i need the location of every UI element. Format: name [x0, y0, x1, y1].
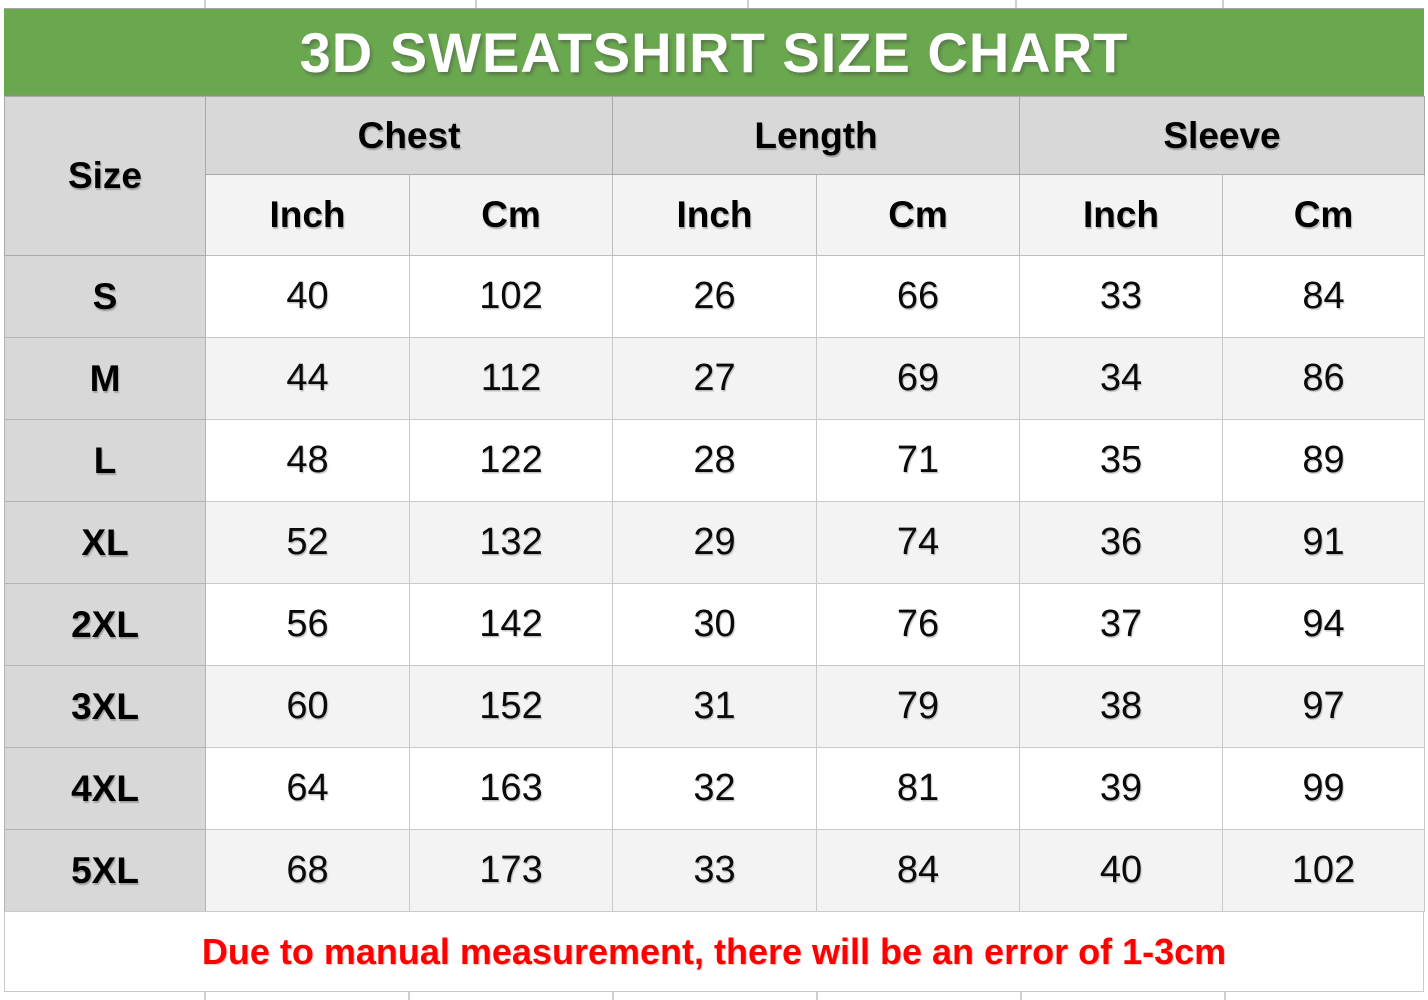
value-cell: 31 — [613, 666, 817, 748]
sheet-gridline — [408, 992, 410, 1000]
table-row-2xl — [5, 584, 1425, 666]
unit-header-length-cm: Cm — [817, 175, 1020, 256]
value-cell: 69 — [817, 338, 1020, 420]
value-cell: 26 — [613, 256, 817, 338]
value-cell: 142 — [410, 584, 613, 666]
value-cell: 84 — [817, 830, 1020, 912]
value-cell: 84 — [1223, 256, 1425, 338]
value-cell: 39 — [1020, 748, 1223, 830]
table-row-4xl — [5, 748, 1425, 830]
value-cell: 36 — [1020, 502, 1223, 584]
value-cell: 29 — [613, 502, 817, 584]
value-cell: 163 — [410, 748, 613, 830]
sheet-gridline — [1222, 0, 1224, 8]
value-cell: 89 — [1223, 420, 1425, 502]
size-cell: 5XL — [5, 830, 206, 912]
value-cell: 112 — [410, 338, 613, 420]
sheet-gridline — [1015, 0, 1017, 8]
value-cell: 81 — [817, 748, 1020, 830]
value-cell: 32 — [613, 748, 817, 830]
value-cell: 66 — [817, 256, 1020, 338]
measurement-note-row — [4, 911, 1424, 992]
value-cell: 91 — [1223, 502, 1425, 584]
value-cell: 33 — [613, 830, 817, 912]
size-cell: M — [5, 338, 206, 420]
unit-header-row — [5, 175, 1425, 256]
value-cell: 27 — [613, 338, 817, 420]
value-cell: 52 — [206, 502, 410, 584]
size-cell: XL — [5, 502, 206, 584]
sheet-bottom-margin — [0, 992, 1428, 1000]
sheet-gridline — [1224, 992, 1226, 1000]
value-cell: 40 — [206, 256, 410, 338]
value-cell: 33 — [1020, 256, 1223, 338]
value-cell: 76 — [817, 584, 1020, 666]
size-cell: 4XL — [5, 748, 206, 830]
value-cell: 122 — [410, 420, 613, 502]
sheet-gridline — [204, 992, 206, 1000]
group-header-chest: Chest — [206, 97, 613, 175]
measurement-note: Due to manual measurement, there will be an error of 1-3cm — [201, 930, 1227, 972]
sheet-gridline — [612, 992, 614, 1000]
table-row-5xl — [5, 830, 1425, 912]
group-header-length: Length — [613, 97, 1020, 175]
value-cell: 152 — [410, 666, 613, 748]
value-cell: 48 — [206, 420, 410, 502]
value-cell: 40 — [1020, 830, 1223, 912]
sheet-gridline — [1020, 992, 1022, 1000]
group-header-sleeve: Sleeve — [1020, 97, 1425, 175]
value-cell: 37 — [1020, 584, 1223, 666]
value-cell: 34 — [1020, 338, 1223, 420]
unit-header-length-inch: Inch — [613, 175, 817, 256]
value-cell: 44 — [206, 338, 410, 420]
value-cell: 102 — [1223, 830, 1425, 912]
value-cell: 173 — [410, 830, 613, 912]
page-title: 3D SWEATSHIRT SIZE CHART — [299, 20, 1129, 84]
table-row-l — [5, 420, 1425, 502]
size-cell: L — [5, 420, 206, 502]
value-cell: 64 — [206, 748, 410, 830]
sheet-gridline — [747, 0, 749, 8]
table-row-3xl — [5, 666, 1425, 748]
value-cell: 56 — [206, 584, 410, 666]
table-row-m — [5, 338, 1425, 420]
table-row-s — [5, 256, 1425, 338]
sheet-gridline — [475, 0, 477, 8]
sheet-gridline — [816, 992, 818, 1000]
size-cell: 3XL — [5, 666, 206, 748]
table-row-xl — [5, 502, 1425, 584]
value-cell: 79 — [817, 666, 1020, 748]
value-cell: 102 — [410, 256, 613, 338]
value-cell: 35 — [1020, 420, 1223, 502]
value-cell: 99 — [1223, 748, 1425, 830]
value-cell: 94 — [1223, 584, 1425, 666]
value-cell: 97 — [1223, 666, 1425, 748]
value-cell: 71 — [817, 420, 1020, 502]
size-cell: S — [5, 256, 206, 338]
group-header-row — [5, 97, 1425, 175]
unit-header-chest-cm: Cm — [410, 175, 613, 256]
unit-header-chest-inch: Inch — [206, 175, 410, 256]
value-cell: 132 — [410, 502, 613, 584]
sheet-gridline — [204, 0, 206, 8]
value-cell: 28 — [613, 420, 817, 502]
size-cell: 2XL — [5, 584, 206, 666]
sheet-top-margin — [0, 0, 1428, 8]
value-cell: 60 — [206, 666, 410, 748]
value-cell: 38 — [1020, 666, 1223, 748]
value-cell: 86 — [1223, 338, 1425, 420]
value-cell: 30 — [613, 584, 817, 666]
value-cell: 74 — [817, 502, 1020, 584]
unit-header-sleeve-inch: Inch — [1020, 175, 1223, 256]
unit-header-sleeve-cm: Cm — [1223, 175, 1425, 256]
value-cell: 68 — [206, 830, 410, 912]
title-banner — [4, 8, 1424, 96]
size-table — [4, 96, 1425, 912]
size-column-header: Size — [5, 97, 206, 256]
